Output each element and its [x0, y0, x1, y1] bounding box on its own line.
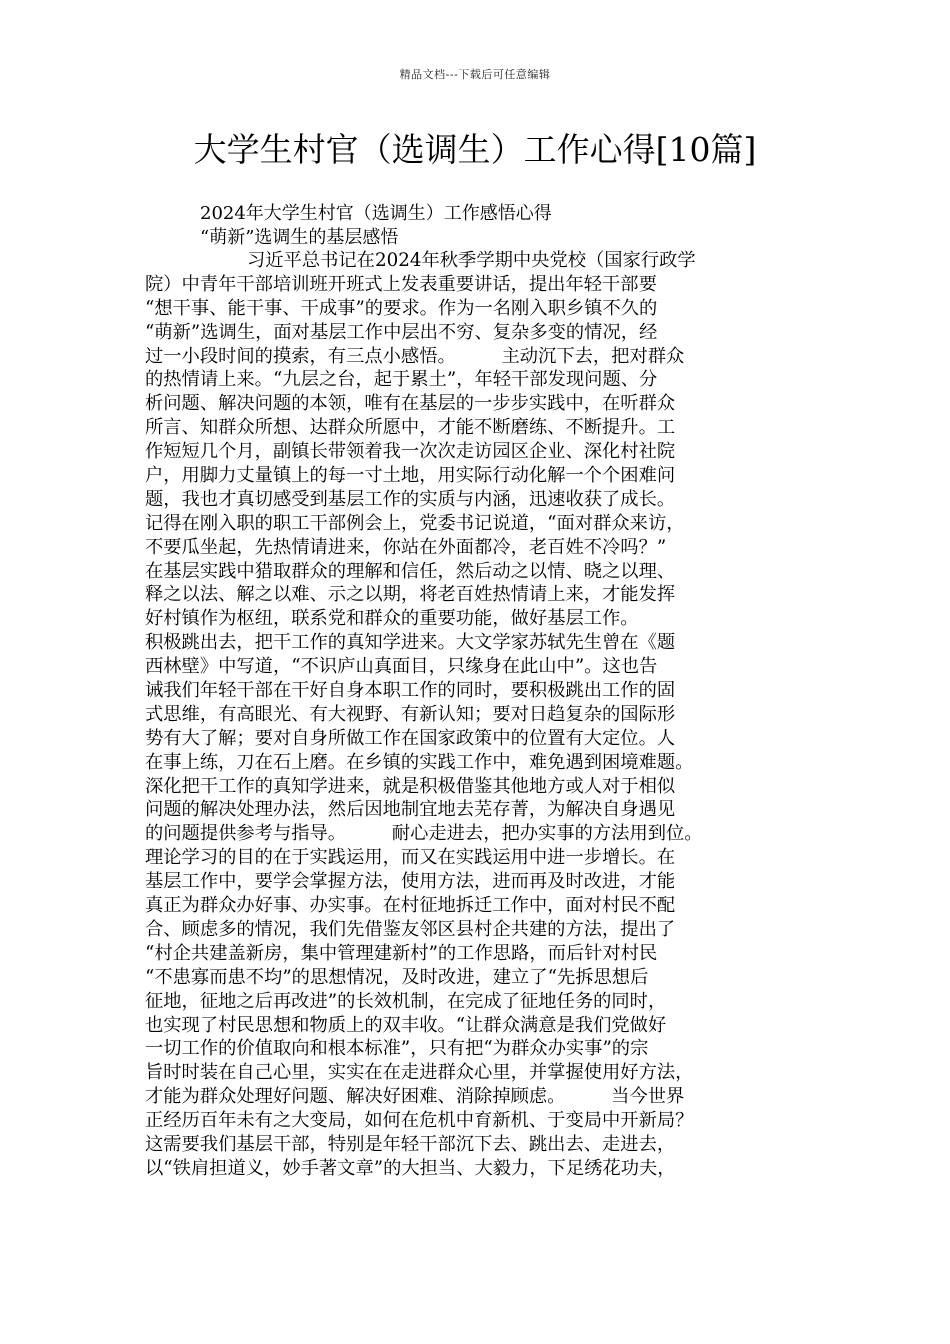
body-line: 一切工作的价值取向和根本标准”，只有把“为群众办实事”的宗 [145, 1038, 649, 1060]
body-line: 也实现了村民思想和物质上的双丰收。“让群众满意是我们党做好 [145, 1014, 667, 1036]
body-line: “村企共建盖新房，集中管理建新村”的工作思路，而后针对村民 [145, 942, 658, 964]
body-line: 这需要我们基层干部，特别是年轻干部沉下去、跳出去、走进去， [145, 1133, 676, 1155]
body-line: 问题的解决处理办法，然后因地制宜地去芜存菁，为解决自身遇见 [145, 799, 676, 821]
body-text [145, 249, 825, 1181]
body-line: 题，我也才真切感受到基层工作的实质与内涵，迅速收获了成长。 [145, 488, 676, 510]
body-line: 习近平总书记在2024年秋季学期中央党校（国家行政学 [247, 250, 696, 271]
body-line: “萌新”选调生，面对基层工作中层出不穷、复杂多变的情况，经 [145, 321, 658, 343]
body-line: 式思维，有高眼光、有大视野、有新认知；要对日趋复杂的国际形 [145, 703, 676, 725]
body-line: 的热情请上来。“九层之台，起于累土”，年轻干部发现问题、分 [145, 369, 658, 391]
body-line: “不患寡而患不均”的思想情况，及时改进，建立了“先拆思想后 [145, 966, 649, 988]
body-line: 西林壁》中写道，“不识庐山真面目，只缘身在此山中”。这也告 [145, 656, 658, 678]
subtitle-year-essay: 2024年大学生村官（选调生）工作感悟心得 [200, 203, 552, 224]
body-line: 诫我们年轻干部在干好自身本职工作的同时，要积极跳出工作的固 [145, 680, 676, 702]
body-line: 旨时时装在自己心里，实实在在走进群众心里，并掌握使用好方法， [145, 1062, 694, 1084]
body-line: 以“铁肩担道义，妙手著文章”的大担当、大毅力，下足绣花功夫， [145, 1157, 676, 1179]
body-line: 正经历百年未有之大变局，如何在危机中育新机、于变局中开新局？ [145, 1110, 694, 1132]
body-line: 好村镇作为枢纽，联系党和群众的重要功能，做好基层工作。 [145, 608, 639, 630]
body-line: 势有大了解；要对自身所做工作在国家政策中的位置有大定位。人 [145, 727, 676, 749]
body-line: 理论学习的目的在于实践运用，而又在实践运用中进一步增长。在 [145, 847, 676, 869]
body-line: 合、顾虑多的情况，我们先借鉴友邻区县村企共建的方法，提出了 [145, 918, 676, 940]
body-line: 积极跳出去，把干工作的真知学进来。大文学家苏轼先生曾在《题 [145, 632, 676, 654]
body-line: 真正为群众办好事、办实事。在村征地拆迁工作中，面对村民不配 [145, 895, 676, 917]
body-line: 记得在刚入职的职工干部例会上，党委书记说道，“面对群众来访， [145, 512, 685, 534]
body-line: 析问题、解决问题的本领，唯有在基层的一步步实践中，在听群众 [145, 393, 676, 415]
body-line: 在事上练，刀在石上磨。在乡镇的实践工作中，难免遇到困境难题。 [145, 751, 694, 773]
subtitle-section: “萌新”选调生的基层感悟 [200, 227, 399, 248]
body-line: 征地，征地之后再改进”的长效机制，在完成了征地任务的同时， [145, 990, 667, 1012]
body-line: 不要瓜坐起，先热情请进来，你站在外面都冷，老百姓不冷吗？” [145, 536, 667, 558]
body-line: 的问题提供参考与指导。 耐心走进去，把办实事的方法用到位。 [145, 823, 703, 845]
body-line: 释之以法、解之以难、示之以期，将老百姓热情请上来，才能发挥 [145, 584, 676, 606]
body-line: 过一小段时间的摸索，有三点小感悟。 主动沉下去，把对群众 [145, 345, 685, 367]
header-note: 精品文档---下载后可任意编辑 [399, 68, 551, 81]
body-line: 在基层实践中猎取群众的理解和信任，然后动之以情、晓之以理、 [145, 560, 676, 582]
body-line: 基层工作中，要学会掌握方法，使用方法，进而再及时改进，才能 [145, 871, 676, 893]
body-line: 院）中青年干部培训班开班式上发表重要讲话，提出年轻干部要 [145, 273, 657, 295]
body-line: 作短短几个月，副镇长带领着我一次次走访园区企业、深化村社院 [145, 441, 676, 463]
body-line: 所言、知群众所想、达群众所愿中，才能不断磨练、不断提升。工 [145, 417, 676, 439]
body-line: 才能为群众处理好问题、解决好困难、消除掉顾虑。 当今世界 [145, 1086, 685, 1108]
body-line: 深化把干工作的真知学进来，就是积极借鉴其他地方或人对于相似 [145, 775, 676, 797]
body-line: 户，用脚力丈量镇上的每一寸土地，用实际行动化解一个个困难问 [145, 465, 676, 487]
document-title: 大学生村官（选调生）工作心得[10篇] [193, 130, 757, 169]
body-line: “想干事、能干事、干成事”的要求。作为一名刚入职乡镇不久的 [145, 297, 658, 319]
